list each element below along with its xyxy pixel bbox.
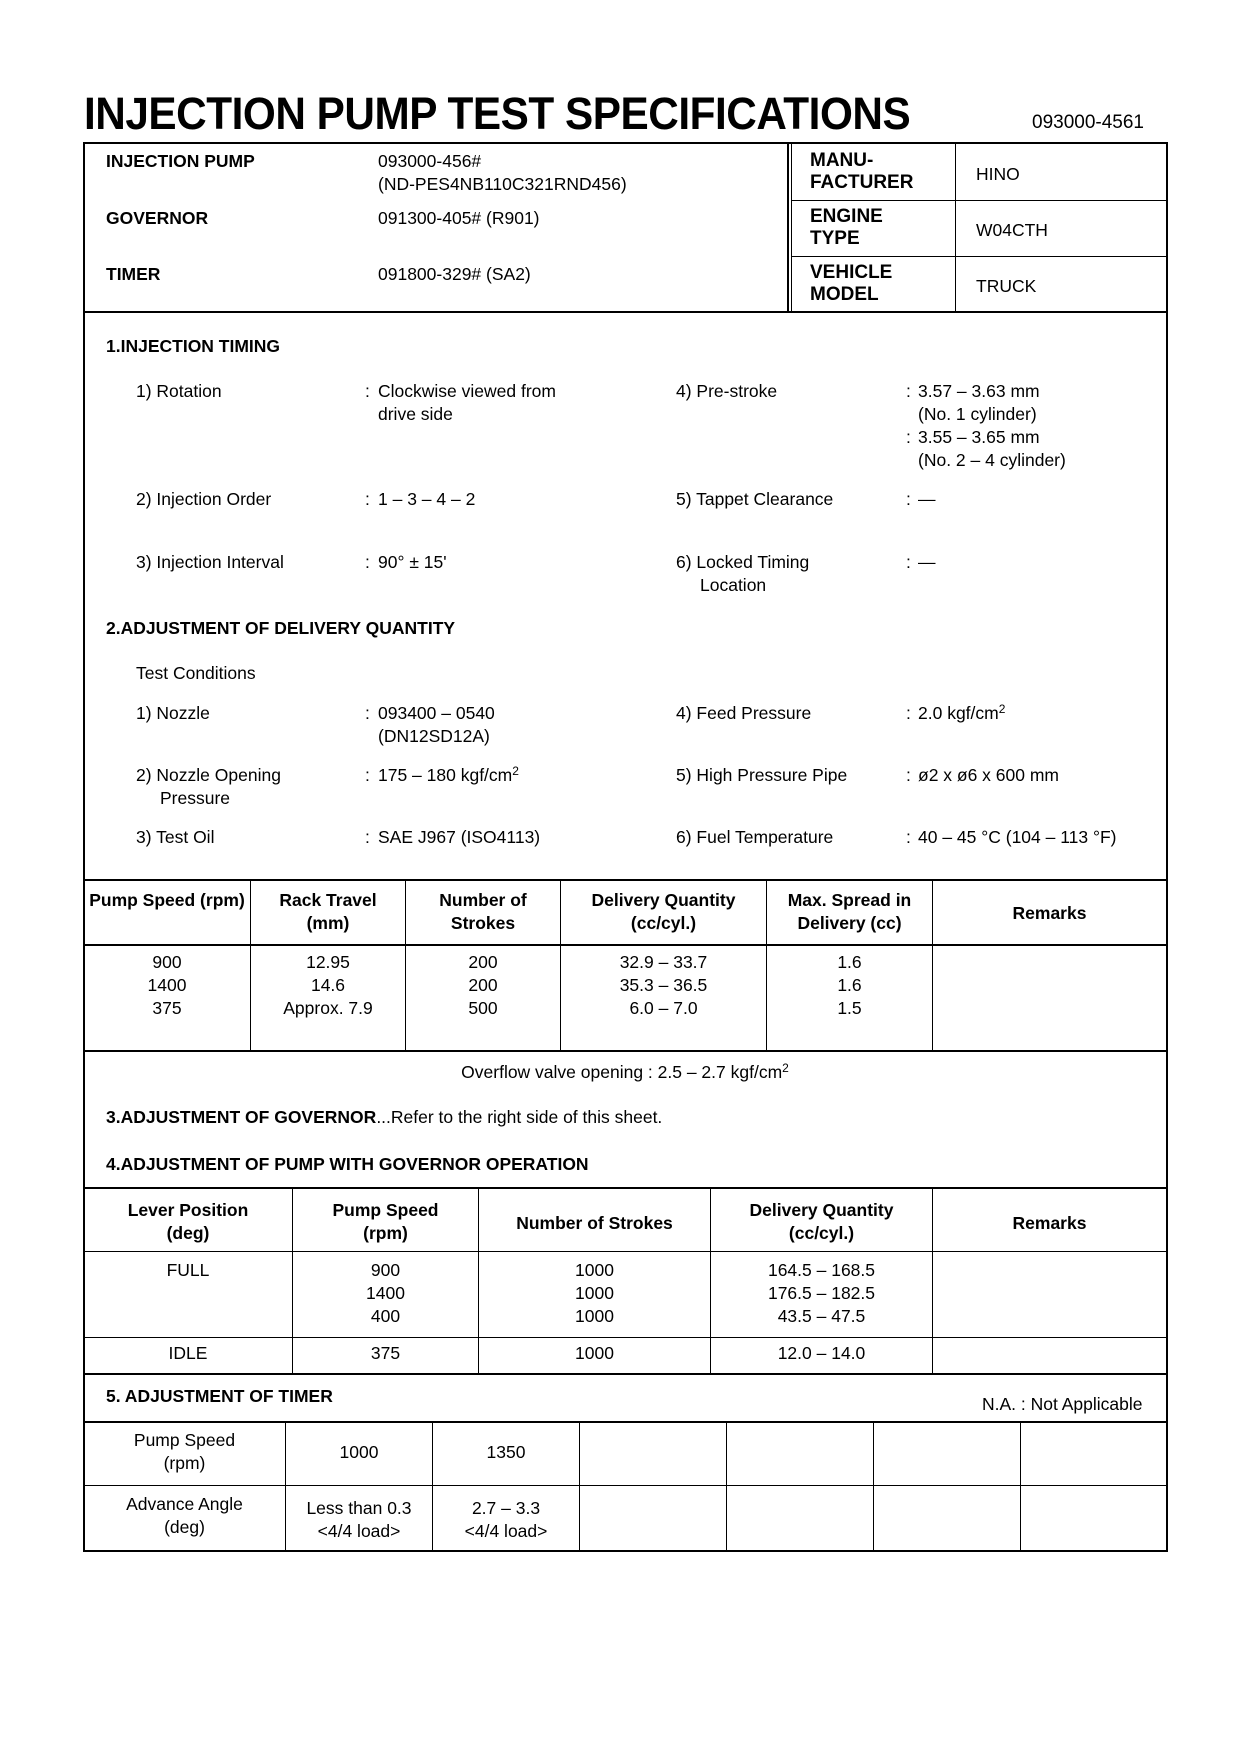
table1-cell: 35.3 – 36.5 xyxy=(619,975,708,995)
test-conditions-label: Test Conditions xyxy=(136,663,256,683)
table3-col-line xyxy=(726,1421,727,1551)
frame-bottom-line xyxy=(83,1550,1168,1552)
table2-header-strokes: Number of Strokes xyxy=(516,1213,673,1233)
section4-heading: 4.ADJUSTMENT OF PUMP WITH GOVERNOR OPERATION xyxy=(106,1154,589,1174)
timer-angle-label: Advance Angle xyxy=(126,1494,243,1514)
prestroke-label: 4) Pre-stroke xyxy=(676,381,778,401)
table2-cell: 1000 xyxy=(575,1343,614,1363)
table2-full-label: FULL xyxy=(166,1260,210,1280)
section2-heading: 2.ADJUSTMENT OF DELIVERY QUANTITY xyxy=(106,618,456,638)
governor-label: GOVERNOR xyxy=(106,208,209,228)
table2-header-lever: Lever Position xyxy=(127,1200,249,1220)
table1-cell: 14.6 xyxy=(310,975,346,995)
header-row-line-2 xyxy=(791,256,1167,257)
fuel-temperature-label: 6) Fuel Temperature xyxy=(676,827,834,847)
table1-header-delivery: Delivery Quantity xyxy=(591,890,736,910)
injection-order-label: 2) Injection Order xyxy=(136,489,272,509)
locked-timing-label-2: Location xyxy=(700,575,767,595)
tappet-value: — xyxy=(918,489,936,509)
prestroke-cylinder-2: (No. 2 – 4 cylinder) xyxy=(918,450,1066,470)
frame-right-line xyxy=(1166,142,1168,1552)
colon: : xyxy=(365,827,370,847)
section3-line xyxy=(106,1106,662,1129)
colon: : xyxy=(906,703,911,723)
table2-header-pump-speed-unit: (rpm) xyxy=(363,1223,408,1243)
table1-header-line xyxy=(83,944,1168,946)
colon: : xyxy=(906,381,911,401)
table2-header-delivery-unit: (cc/cyl.) xyxy=(788,1223,855,1243)
nozzle-value: 093400 – 0540 xyxy=(378,703,495,723)
table2-cell: 1400 xyxy=(366,1283,405,1303)
table1-header-strokes-2: Strokes xyxy=(450,913,516,933)
table1-cell: 32.9 – 33.7 xyxy=(619,952,708,972)
injection-order-value: 1 – 3 – 4 – 2 xyxy=(378,489,476,509)
table2-cell: 375 xyxy=(370,1343,401,1363)
engine-type-label-2: TYPE xyxy=(810,228,860,249)
table3-top-line xyxy=(83,1421,1168,1423)
table1-cell: 12.95 xyxy=(306,952,350,972)
table1-cell: 1.6 xyxy=(837,975,862,995)
table2-cell: 43.5 – 47.5 xyxy=(777,1306,866,1326)
table1-cell: 200 xyxy=(468,975,498,995)
table2-row-line xyxy=(83,1337,1168,1338)
colon: : xyxy=(906,489,911,509)
header-divider-2 xyxy=(955,142,956,312)
prestroke-value-2: 3.55 – 3.65 mm xyxy=(918,427,1040,447)
table2-cell: 1000 xyxy=(575,1283,614,1303)
section1-heading: 1.INJECTION TIMING xyxy=(106,336,281,356)
rotation-value: Clockwise viewed from xyxy=(378,381,556,401)
table3-row-line xyxy=(83,1485,1168,1486)
table2-cell: 1000 xyxy=(575,1260,614,1280)
table1-header-pump-speed: Pump Speed (rpm) xyxy=(89,890,245,910)
na-note: N.A. : Not Applicable xyxy=(982,1394,1143,1414)
section3-heading: 3.ADJUSTMENT OF GOVERNOR xyxy=(106,1107,377,1127)
high-pressure-pipe-value: ø2 x ø6 x 600 mm xyxy=(918,765,1060,785)
table1-bottom-line xyxy=(83,1050,1168,1052)
timer-speed-value: 1000 xyxy=(339,1442,379,1462)
locked-timing-value: — xyxy=(918,552,936,572)
manufacturer-label: MANU- xyxy=(810,150,874,171)
timer-angle-unit: (deg) xyxy=(164,1517,205,1537)
colon: : xyxy=(365,381,370,401)
vehicle-model-value: TRUCK xyxy=(976,276,1037,296)
colon: : xyxy=(365,552,370,572)
section5-heading: 5. ADJUSTMENT OF TIMER xyxy=(106,1386,333,1406)
table2-header-line xyxy=(83,1251,1168,1252)
vehicle-model-label: VEHICLE xyxy=(810,262,893,283)
colon: : xyxy=(906,827,911,847)
table1-cell: 1400 xyxy=(147,975,187,995)
table1-cell: 200 xyxy=(468,952,498,972)
timer-angle-load: <4/4 load> xyxy=(464,1521,548,1541)
injection-pump-label: INJECTION PUMP xyxy=(106,151,255,171)
colon: : xyxy=(365,703,370,723)
nozzle-opening-label-2: Pressure xyxy=(160,788,231,808)
table2-cell: 1000 xyxy=(575,1306,614,1326)
timer-angle-load: <4/4 load> xyxy=(317,1521,401,1541)
table1-cell: 500 xyxy=(468,998,498,1018)
high-pressure-pipe-label: 5) High Pressure Pipe xyxy=(676,765,848,785)
nozzle-opening-label: 2) Nozzle Opening xyxy=(136,765,281,785)
header-divider-1b xyxy=(791,142,792,312)
table2-header-lever-unit: (deg) xyxy=(166,1223,210,1243)
table1-header-rack-unit: (mm) xyxy=(306,913,350,933)
table1-cell: Approx. 7.9 xyxy=(283,998,373,1018)
header-row-line-1 xyxy=(791,200,1167,201)
nozzle-model: (DN12SD12A) xyxy=(378,726,490,746)
table2-cell: 900 xyxy=(370,1260,401,1280)
timer-label: TIMER xyxy=(106,264,161,284)
injection-interval-label: 3) Injection Interval xyxy=(136,552,284,572)
table2-idle-label: IDLE xyxy=(168,1343,208,1363)
colon: : xyxy=(906,552,911,572)
table1-cell: 1.5 xyxy=(837,998,862,1018)
timer-value: 091800-329# (SA2) xyxy=(378,264,531,284)
table1-header-spread: Max. Spread in xyxy=(787,890,912,910)
table1-cell: 6.0 – 7.0 xyxy=(629,998,698,1018)
section3-text: ...Refer to the right side of this sheet. xyxy=(376,1107,663,1127)
colon: : xyxy=(906,427,911,447)
table1-header-delivery-unit: (cc/cyl.) xyxy=(630,913,697,933)
colon: : xyxy=(365,489,370,509)
header-bottom-line xyxy=(83,311,1168,313)
table2-cell: 176.5 – 182.5 xyxy=(767,1283,876,1303)
rotation-value-2: drive side xyxy=(378,404,453,424)
table1-header-strokes: Number of xyxy=(439,890,527,910)
table1-cell: 375 xyxy=(152,998,182,1018)
injection-pump-model: (ND-PES4NB110C321RND456) xyxy=(378,174,627,194)
document-number: 093000-4561 xyxy=(1032,112,1144,133)
colon: : xyxy=(906,765,911,785)
manufacturer-value: HINO xyxy=(976,164,1020,184)
table2-cell: 12.0 – 14.0 xyxy=(777,1343,866,1363)
tappet-label: 5) Tappet Clearance xyxy=(676,489,834,509)
header-divider-1 xyxy=(787,142,789,312)
fuel-temperature-value: 40 – 45 °C (104 – 113 °F) xyxy=(918,827,1117,847)
table2-header-pump-speed: Pump Speed xyxy=(332,1200,439,1220)
table2-bottom-line xyxy=(83,1373,1168,1375)
governor-value: 091300-405# (R901) xyxy=(378,208,540,228)
rotation-label: 1) Rotation xyxy=(136,381,222,401)
engine-type-label: ENGINE xyxy=(810,206,883,227)
page-title: INJECTION PUMP TEST SPECIFICATIONS xyxy=(84,88,911,139)
timer-angle-value: 2.7 – 3.3 xyxy=(471,1498,541,1518)
feed-pressure-value: 2.0 kgf/$cm^2$ xyxy=(918,702,1006,723)
manufacturer-label-2: FACTURER xyxy=(810,172,914,193)
vehicle-model-label-2: MODEL xyxy=(810,284,879,305)
locked-timing-label: 6) Locked Timing xyxy=(676,552,810,572)
table2-cell: 400 xyxy=(370,1306,401,1326)
frame-left-line xyxy=(83,142,85,1552)
injection-interval-value: 90° ± 15' xyxy=(378,552,447,572)
test-oil-label: 3) Test Oil xyxy=(136,827,215,847)
table2-header-delivery: Delivery Quantity xyxy=(749,1200,894,1220)
test-oil-value: SAE J967 (ISO4113) xyxy=(378,827,541,847)
nozzle-opening-value: 175 – 180 kgf/$cm^2$ xyxy=(378,764,519,785)
nozzle-label: 1) Nozzle xyxy=(136,703,210,723)
table1-cell: 1.6 xyxy=(837,952,862,972)
table3-col-line xyxy=(873,1421,874,1551)
table2-cell: 164.5 – 168.5 xyxy=(767,1260,876,1280)
table2-header-remarks: Remarks xyxy=(1012,1213,1087,1233)
colon: : xyxy=(365,765,370,785)
table1-cell: 900 xyxy=(152,952,182,972)
overflow-valve-note: Overflow valve opening : 2.5 – 2.7 kgf/$cm^2$ xyxy=(461,1061,789,1082)
prestroke-value: 3.57 – 3.63 mm xyxy=(918,381,1040,401)
table3-col-line xyxy=(579,1421,580,1551)
prestroke-cylinder-1: (No. 1 cylinder) xyxy=(918,404,1037,424)
table1-top-line xyxy=(83,879,1168,881)
table3-col-line xyxy=(1020,1421,1021,1551)
engine-type-value: W04CTH xyxy=(976,220,1048,240)
table1-header-remarks: Remarks xyxy=(1012,903,1087,923)
timer-speed-value: 1350 xyxy=(486,1442,526,1462)
timer-speed-label: Pump Speed xyxy=(133,1430,236,1450)
table1-header-spread-2: Delivery (cc) xyxy=(797,913,902,933)
injection-pump-value: 093000-456# xyxy=(378,151,482,171)
table1-header-rack-travel: Rack Travel xyxy=(279,890,377,910)
table2-top-line xyxy=(83,1187,1168,1189)
timer-angle-value: Less than 0.3 xyxy=(306,1498,412,1518)
frame-top-line xyxy=(83,142,1168,144)
feed-pressure-label: 4) Feed Pressure xyxy=(676,703,812,723)
timer-speed-unit: (rpm) xyxy=(163,1453,206,1473)
